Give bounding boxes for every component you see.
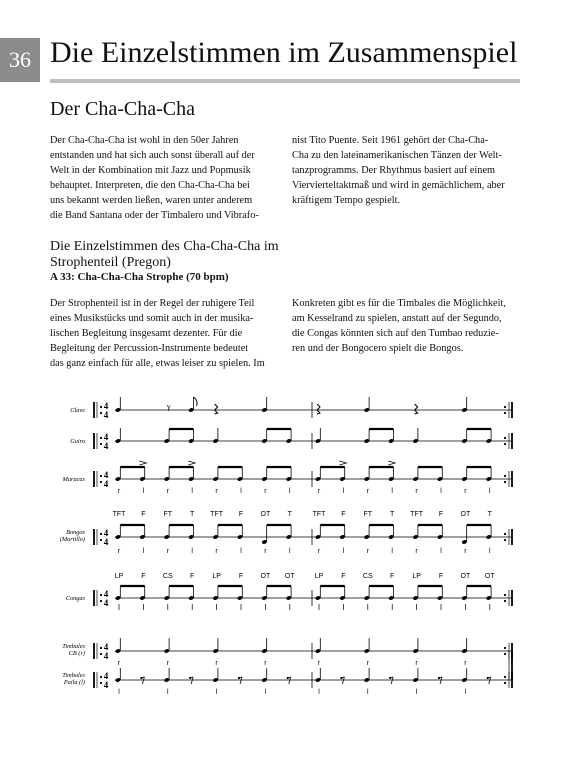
sticking-label: l [240, 488, 242, 495]
quarter-rest [317, 404, 320, 414]
sticking-label: l [318, 689, 320, 696]
sticking-label: l [118, 689, 120, 696]
subsection-title-line: Die Einzelstimmen des Cha-Cha-Cha im [50, 239, 279, 254]
bongo-stroke: T [190, 511, 195, 518]
eighth-rest-stem [489, 677, 491, 684]
repeat-dot [100, 600, 102, 602]
sticking-label: l [489, 488, 491, 495]
conga-stroke: OT [284, 573, 295, 580]
sticking-label: r [415, 488, 418, 495]
conga-stroke: F [341, 573, 346, 580]
body-left-line: lischen Begleitung insgesamt dezenter. Für die [50, 328, 243, 339]
sticking-label: r [215, 660, 218, 667]
conga-stroke: F [190, 573, 195, 580]
conga-stroke: OT [484, 573, 495, 580]
intro-right-line: Cha zu den lateinamerikanischen Tänzen der Welt- [292, 150, 502, 161]
body-left-line: Begleitung der Percussion-Instrumente bedeutet [50, 343, 249, 354]
repeat-dot [100, 481, 102, 483]
sticking-label: l [391, 548, 393, 555]
time-signature-bottom: 4 [103, 680, 109, 690]
instrument-label: Congas [65, 595, 85, 602]
sticking-label: r [317, 660, 321, 667]
repeat-dot [504, 533, 506, 535]
repeat-dot [100, 647, 102, 649]
sticking-label: r [366, 660, 369, 667]
conga-stroke: LP [114, 573, 124, 580]
repeat-dot [504, 475, 506, 477]
time-signature-bottom: 4 [103, 410, 109, 420]
intro-left-line: entstanden und hat sich auch sonst überall auf der [50, 150, 255, 161]
body-left-line: das ganz einfach für alle, etwas leiser zu spielen. Im [50, 358, 265, 369]
sticking-label: r [464, 660, 467, 667]
body-right-line: ren und der Bongocero spielt die Bongos. [292, 343, 464, 354]
repeat-dot [100, 539, 102, 541]
repeat-dot [100, 533, 102, 535]
sticking-label: l [167, 689, 169, 696]
bongo-stroke: TFT [410, 511, 424, 518]
sticking-label: r [464, 548, 467, 555]
sticking-label: l [367, 689, 369, 696]
title-rule [50, 79, 520, 83]
audio-example-label: A 33: Cha-Cha-Cha Strophe (70 bpm) [50, 271, 229, 283]
repeat-dot [504, 406, 506, 408]
sticking-label: l [191, 548, 193, 555]
chapter-title: Die Einzelstimmen im Zusammenspiel [50, 36, 518, 69]
sticking-label: l [240, 548, 242, 555]
bongo-stroke: F [341, 511, 346, 518]
time-signature-top: 4 [103, 589, 109, 599]
sticking-label: l [440, 548, 442, 555]
repeat-dot [504, 647, 506, 649]
time-signature-bottom: 4 [103, 479, 109, 489]
bongo-stroke: F [238, 511, 244, 518]
eighth-rest-stem [142, 677, 144, 684]
sticking-label: l [289, 548, 291, 555]
sticking-label: l [440, 488, 442, 495]
repeat-dot [504, 539, 506, 541]
repeat-dot [100, 443, 102, 445]
instrument-label: Maracas [62, 476, 85, 483]
sticking-label: r [117, 660, 121, 667]
quarter-rest [415, 404, 418, 414]
bongo-stroke: OT [460, 511, 471, 518]
eighth-rest-stem [289, 677, 291, 684]
body-left-column [50, 296, 265, 371]
intro-left-line: Der Cha-Cha-Cha ist wohl in den 50er Jahren [50, 135, 239, 146]
sticking-label: l [142, 548, 145, 555]
sticking-label: l [342, 548, 345, 555]
sticking-label: r [166, 660, 169, 667]
time-signature-bottom: 4 [103, 537, 109, 547]
repeat-dot [504, 481, 506, 483]
sticking-label: r [317, 488, 321, 495]
repeat-dot [504, 594, 506, 596]
eighth-rest-stem [342, 677, 344, 684]
sticking-label: l [464, 689, 467, 696]
sticking-label: l [191, 488, 193, 495]
bongo-stroke: FT [363, 511, 373, 518]
instrument-label: Timbales [62, 672, 85, 679]
instrument-label: Clave [70, 407, 85, 414]
sticking-label: l [264, 689, 267, 696]
intro-right-line: nist Tito Puente. Seit 1961 gehört der Cha-Cha- [292, 135, 489, 146]
sticking-label: r [215, 548, 218, 555]
repeat-dot [100, 437, 102, 439]
conga-stroke: CS [362, 573, 373, 580]
time-signature-top: 4 [103, 642, 109, 652]
note-flag [194, 397, 198, 406]
sticking-label: r [166, 548, 169, 555]
time-signature-bottom: 4 [103, 598, 109, 608]
repeat-dot [504, 443, 506, 445]
repeat-dot [100, 412, 102, 414]
sticking-label: l [415, 689, 418, 696]
time-signature-top: 4 [103, 470, 109, 480]
repeat-dot [100, 653, 102, 655]
repeat-dot [100, 475, 102, 477]
bongo-stroke: TFT [210, 511, 224, 518]
eighth-rest-glyph: γ [167, 402, 171, 411]
repeat-dot [504, 437, 506, 439]
bongo-stroke: F [438, 511, 444, 518]
accent-mark [388, 461, 395, 465]
instrument-label: Guiro [70, 438, 85, 445]
time-signature-top: 4 [103, 401, 109, 411]
intro-left-line: uns bekannt werden ließen, waren unter anderem [50, 195, 253, 206]
conga-stroke: CS [162, 573, 173, 580]
bongo-stroke: T [487, 511, 492, 518]
intro-right-line: Viervierteltaktmaß und wird in gemächlichem, aber [292, 180, 505, 191]
sticking-label: l [215, 689, 218, 696]
conga-stroke: F [238, 573, 244, 580]
sticking-label: r [117, 548, 121, 555]
time-signature-bottom: 4 [103, 651, 109, 661]
repeat-dot [100, 594, 102, 596]
intro-right-column [292, 133, 505, 208]
instrument-label-sub: Paila (l) [63, 679, 85, 686]
sticking-label: l [289, 488, 291, 495]
bongo-stroke: FT [163, 511, 173, 518]
conga-stroke: F [438, 573, 444, 580]
intro-right-line: kräftigem Tempo gespielt. [292, 195, 401, 206]
intro-left-column [50, 133, 259, 223]
intro-right-line: tanzprogramms. Der Rhythmus basiert auf einem [292, 165, 496, 176]
bongo-stroke: F [141, 511, 146, 518]
section-title: Der Cha-Cha-Cha [50, 98, 195, 120]
subsection-title [50, 239, 279, 271]
intro-left-line: Welt in der Kombination mit Jazz und Popmusik [50, 165, 251, 176]
repeat-dot [504, 682, 506, 684]
sticking-label: r [366, 488, 369, 495]
accent-mark [139, 461, 146, 465]
conga-stroke: LP [314, 573, 324, 580]
bongo-stroke: TFT [112, 511, 126, 518]
bongo-stroke: T [390, 511, 395, 518]
repeat-dot [100, 676, 102, 678]
accent-mark [339, 461, 346, 465]
bongo-stroke: TFT [312, 511, 326, 518]
repeat-dot [504, 412, 506, 414]
body-right-line: am Kesselrand zu spielen, anstatt auf der Segundo, [292, 313, 502, 324]
time-signature-top: 4 [103, 528, 109, 538]
sticking-label: r [415, 548, 418, 555]
conga-stroke: LP [212, 573, 221, 580]
body-right-line: Konkreten gibt es für die Timbales die Möglichkeit, [292, 298, 506, 309]
repeat-dot [504, 600, 506, 602]
sticking-label: r [317, 548, 321, 555]
instrument-label: Timbales [62, 643, 85, 650]
conga-stroke: LP [412, 573, 421, 580]
percussion-score [0, 385, 570, 720]
conga-stroke: F [141, 573, 146, 580]
bongo-stroke: OT [260, 511, 271, 518]
page-number: 36 [9, 47, 31, 72]
conga-stroke: OT [260, 573, 271, 580]
conga-stroke: OT [460, 573, 471, 580]
time-signature-top: 4 [103, 432, 109, 442]
sticking-label: r [166, 488, 169, 495]
repeat-dot [100, 682, 102, 684]
sticking-label: r [264, 548, 267, 555]
instrument-label-sub: (Martillo) [59, 536, 85, 543]
eighth-rest-stem [240, 677, 242, 684]
subsection-title-line: Strophenteil (Pregon) [50, 255, 171, 270]
time-signature-bottom: 4 [103, 441, 109, 451]
repeat-dot [504, 676, 506, 678]
sticking-label: l [391, 488, 393, 495]
quarter-rest [215, 404, 218, 414]
sticking-label: l [489, 548, 491, 555]
body-right-column [292, 296, 506, 356]
sticking-label: l [142, 488, 145, 495]
eighth-rest-stem [391, 677, 393, 684]
body-left-line: eines Musikstücks und somit auch in der musika- [50, 313, 254, 324]
instrument-label-sub: CB (r) [68, 650, 85, 657]
conga-stroke: F [390, 573, 395, 580]
eighth-rest-stem [440, 677, 442, 684]
time-signature-top: 4 [103, 671, 109, 681]
accent-mark [188, 461, 195, 465]
bongo-stroke: T [287, 511, 292, 518]
sticking-label: r [264, 488, 267, 495]
intro-left-line: die Band Santana oder der Timbalero und Vibrafo- [50, 210, 259, 221]
instrument-label: Bongos [66, 529, 85, 536]
sticking-label: r [264, 660, 267, 667]
sticking-label: r [415, 660, 418, 667]
repeat-dot [100, 406, 102, 408]
repeat-dot [504, 653, 506, 655]
body-left-line: Der Strophenteil ist in der Regel der ruhigere Teil [50, 298, 255, 309]
intro-left-line: behauptet. Interpreten, die den Cha-Cha-Cha bei [50, 180, 250, 191]
sticking-label: l [342, 488, 345, 495]
eighth-rest-stem [191, 677, 193, 684]
body-right-line: die Congas könnten sich auf den Tumbao reduzie- [292, 328, 499, 339]
sticking-label: r [464, 488, 467, 495]
sticking-label: r [215, 488, 218, 495]
sticking-label: r [366, 548, 369, 555]
sticking-label: r [117, 488, 121, 495]
